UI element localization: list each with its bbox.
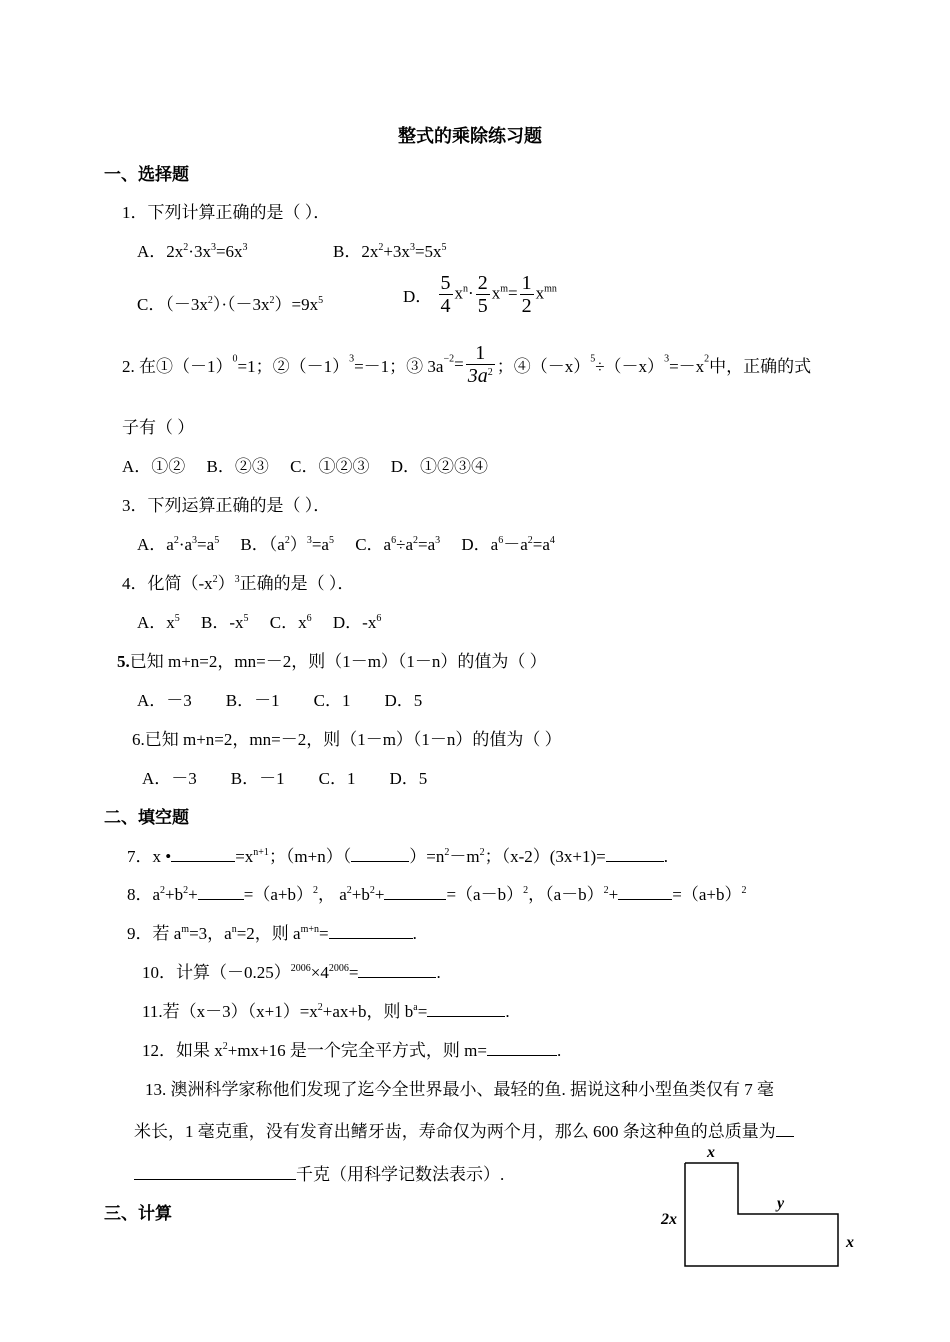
section-heading-choice: 一、选择题 [104,165,189,184]
section-heading-calculation: 三、计算 [104,1204,172,1223]
question-6-stem: 6.已知 m+n=2，mn=－2，则（1－m）（1－n）的值为（ ） [132,730,562,749]
fraction-2-5: $\frac{2}{5}$ [477,272,488,317]
fraction-1-over-3a2: $\frac{1}{3a^2}$ [467,342,493,387]
question-3-options: A．$a^2\cdot a^3=a^5$ B．$(a^2)^3=a^5$ C．$a^6\div a^2=a^3$ D．$a^6-a^2=a^4$ [137,535,555,554]
question-11: 11.若$(x-3)(x+1)=x^2+ax+b$，则 $b^a=$ . [142,1002,510,1021]
question-5-options: A．－3 B．－1 C．1 D．5 [137,691,423,710]
question-6-options: A．－3 B．－1 C．1 D．5 [142,769,428,788]
figure-label-top: x [707,1144,715,1161]
figure-label-right: x [846,1234,854,1251]
question-8: 8．$a^2+b^2+ =(a+b)^2$， $a^2+b^2+ =(a-b)^2$，$(a-b)^2+ =(a+b)^2$ [127,885,747,904]
question-1-option-d: D． $\frac{5}{4}$ $x^n\cdot$ $\frac{2}{5}$ $x^m=$ $\frac{1}{2}$ $x^{mn}$ [403,272,557,317]
question-13-line-2: 米长，1 毫克重，没有发育出鳍牙齿，寿命仅为两个月，那么 600 条这种鱼的总质量为 [134,1117,794,1142]
question-1-option-b: B．$2x^2+3x^3=5x^5$ [333,242,447,261]
figure-label-middle: y [777,1195,785,1212]
question-5-stem: 5.已知 m+n=2，mn=－2，则（1－m）（1－n）的值为（ ） [117,652,547,671]
question-4-stem: 4．化简$(-x^2)^3$正确的是（ ）． [122,574,355,593]
page-title: 整式的乘除练习题 [398,126,542,146]
question-1-option-a: A．$2x^2\cdot 3x^3=6x^3$ [137,242,248,261]
question-12: 12．如果 $x^2+mx+16$ 是一个完全平方式，则 m= . [142,1041,562,1060]
question-1-stem: 1．下列计算正确的是（ ）． [122,203,331,222]
question-13-line-1: 13. 澳洲科学家称他们发现了迄今全世界最小、最轻的鱼. 据说这种小型鱼类仅有 7 毫 [145,1080,774,1099]
section-heading-fill-in: 二、填空题 [104,808,189,827]
question-9: 9．若 $a^m=3$，$a^n=2$，则 $a^{m+n}=$ . [127,924,417,943]
question-7: 7．x • $=x^{n+1}$；（m+n）（ ）$=n^2-m^2$；（x-2）(3x+1)= . [127,847,668,866]
question-2-line-2: 子有（ ） [122,418,195,437]
fraction-5-4: $\frac{5}{4}$ [440,272,451,317]
question-2-options: A．①② B．②③ C．①②③ D．①②③④ [122,457,488,476]
question-4-options: A．$x^5$ B．$-x^5$ C．$x^6$ D．$-x^6$ [137,613,382,632]
question-3-stem: 3．下列运算正确的是（ ）． [122,496,331,515]
question-2-line-1: 2. 在$①(-1)^0=1$；$②(-1)^3=-1$；③ $3a^{-2}=$ $\frac{1}{3a^2}$ ；$④(-x)^5\div(-x)^3=-x^2$中，正确的式 [122,342,812,387]
l-shape-outline [685,1163,838,1266]
l-shape-figure [655,1140,865,1275]
question-10: 10．计算$(-0.25)^{2006}\times 4^{2006}=$ . [142,963,441,982]
question-1-option-c: C．$(-3x^2)\cdot(-3x^2)=9x^5$ [137,295,324,314]
figure-label-left: 2x [661,1211,677,1228]
fraction-1-2: $\frac{1}{2}$ [521,272,532,317]
question-13-line-3: 千克（用科学记数法表示）. [134,1160,504,1185]
